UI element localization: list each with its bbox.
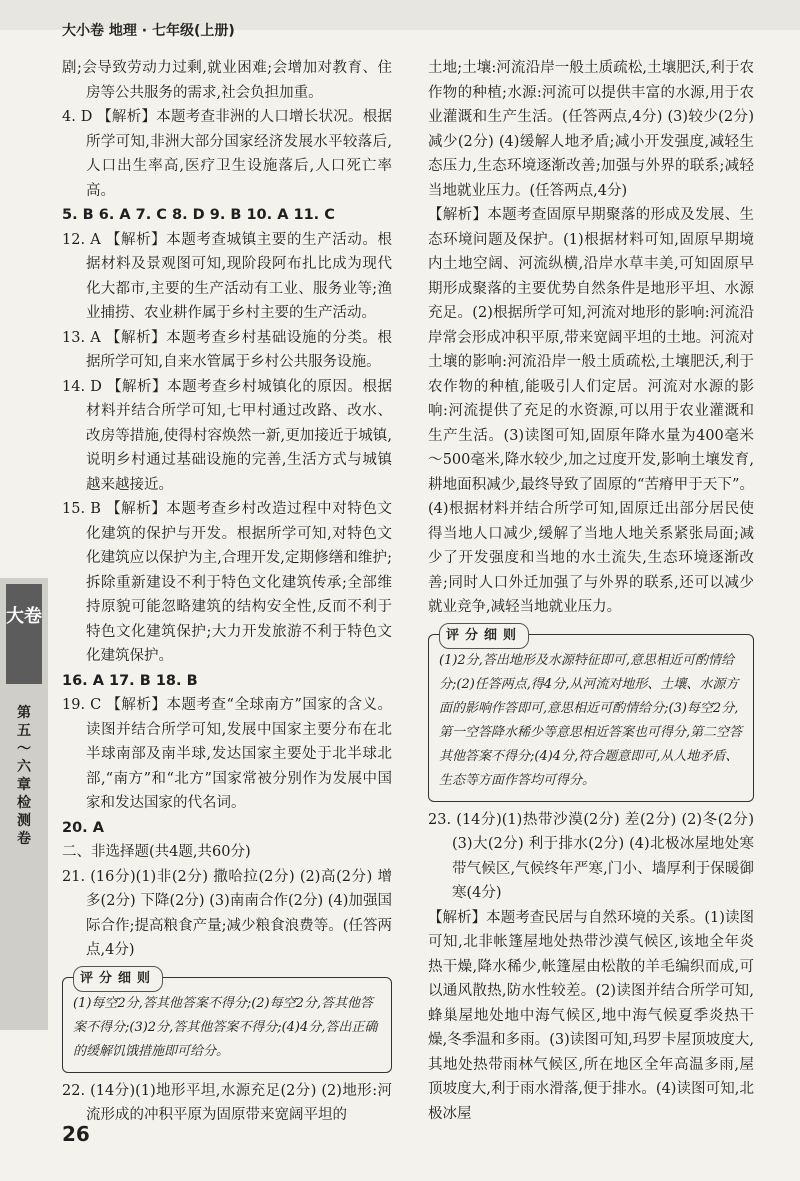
section-heading: 二、非选择题(共4题,共60分) [62,844,251,860]
scoring-rules-box [62,970,392,1073]
answer-paragraph: 12. A 【解析】本题考查城镇主要的生产活动。根据材料及景观图可知,现阶段阿布扎比成为现代化大都市,主要的生产活动有工业、服务业等;渔业捕捞、农业耕作属于乡村主要的生产活动。 [62,231,392,321]
right-column [428,56,754,1126]
answer-paragraph: 土地;土壤:河流沿岸一般土质疏松,土壤肥沃,利于农作物的种植;水源:河流可以提供丰富的水源,用于农业灌溉和生产生活。(任答两点,4分) (3)较少(2分) 减少(2分) (4)缓解人地矛盾;减小开发强度,减轻生态压力,生态环境逐渐改善;加强与外界的联系;减轻当地就业压力。(任答两点,4分) [428,60,754,199]
scoring-rules-tag: 评分细则 [439,623,529,649]
answer-paragraph: 23. (14分)(1)热带沙漠(2分) 差(2分) (2)冬(2分) (3)大(2分) 利于排水(2分) (4)北极冰屋地处寒带气候区,气候终年严寒,门小、墙厚利于保暖御寒(4分) [428,811,754,901]
answer-paragraph: 15. B 【解析】本题考查乡村改造过程中对特色文化建筑的保护与开发。根据所学可知,对特色文化建筑应以保护为主,合理开发,定期修缮和维护;拆除重新建设不利于特色文化建筑传承;全部维持原貌可能忽略建筑的结构安全性,反而不利于特色文化建筑保护;大力开发旅游不利于特色文化建筑保护。 [62,501,392,664]
answer-paragraph: 19. C 【解析】本题考查“全球南方”国家的含义。读图并结合所学可知,发展中国家主要分布在北半球南部及南半球,发达国家主要处于北半球北部,“南方”和“北方”国家常被分别作为发展中国家和发达国家的代名词。 [62,697,392,811]
answer-paragraph: 22. (14分)(1)地形平坦,水源充足(2分) (2)地形:河流形成的冲积平原为固原带来宽阔平坦的 [62,1082,392,1123]
answer-paragraph: 14. D 【解析】本题考查乡村城镇化的原因。根据材料并结合所学可知,七甲村通过改路、改水、改房等措施,使得村容焕然一新,更加接近于城镇,说明乡村通过基础设施的完善,生活方式与城镇越来越接近。 [62,378,392,493]
running-header: 大小卷 地理 · 七年级(上册) [62,23,235,39]
answer-paragraph: 5. B 6. A 7. C 8. D 9. B 10. A 11. C [62,207,335,223]
side-chapter-label: 第五～六章检测卷 [17,705,31,847]
side-tab: 大卷 [6,584,42,684]
answer-paragraph: 剧;会导致劳动力过剩,就业困难;会增加对教育、住房等公共服务的需求,社会负担加重。 [62,60,392,101]
scoring-rules-tag: 评分细则 [73,966,163,992]
page-number: 26 [62,1122,90,1146]
answer-paragraph: 21. (16分)(1)非(2分) 撒哈拉(2分) (2)高(2分) 增多(2分) 下降(2分) (3)南南合作(2分) (4)加强国际合作;提高粮食产量;减少粮食浪费等。(任答两点,4分) [62,868,392,958]
analysis-paragraph: 【解析】本题考查民居与自然环境的关系。(1)读图可知,北非帐篷屋地处热带沙漠气候区,该地全年炎热干燥,降水稀少,帐篷屋由松散的羊毛编织而成,可以通风散热,防水性较差。(2)读图并结合所学可知,蜂巢屋地处地中海气候区,地中海气候夏季炎热干燥,冬季温和多雨。(3)读图可知,玛罗卡屋顶坡度大,其地处热带雨林气候区,所在地区全年高温多雨,屋顶坡度大,利于雨水滑落,便于排水。(4)读图可知,北极冰屋 [428,909,754,1122]
answer-paragraph: 16. A 17. B 18. B [62,672,198,689]
scoring-rules-text: (1)2分,答出地形及水源特征即可,意思相近可酌情给分;(2)任答两点,得4分,从河流对地形、土壤、水源方面的影响作答即可,意思相近可酌情给分;(3)每空2分,第一空答降水稀少等意思相近答案也可得分,第二空答其他答案不得分;(4)4分,符合题意即可,从人地矛盾、生态等方面作答均可得分。 [439,652,743,788]
answer-paragraph: 4. D 【解析】本题考查非洲的人口增长状况。根据所学可知,非洲大部分国家经济发展水平较落后,人口出生率高,医疗卫生设施落后,人口死亡率高。 [62,109,392,199]
answer-paragraph: 13. A 【解析】本题考查乡村基础设施的分类。根据所学可知,自来水管属于乡村公共服务设施。 [62,329,392,370]
answer-paragraph: 20. A [62,819,104,836]
left-column [62,56,392,1128]
scoring-rules-text: (1)每空2分,答其他答案不得分;(2)每空2分,答其他答案不得分;(3)2分,答其他答案不得分;(4)4分,答出正确的缓解饥饿措施即可给分。 [73,995,378,1059]
scoring-rules-box [428,627,754,802]
analysis-paragraph: 【解析】本题考查固原早期聚落的形成及发展、生态环境问题及保护。(1)根据材料可知,固原早期境内土地空阔、河流纵横,沿岸水草丰美,可知固原早期形成聚落的主要优势自然条件是地形平坦、水源充足。(2)根据所学可知,河流对地形的影响:河流沿岸常会形成冲积平原,带来宽阔平坦的土地。河流对土壤的影响:河流沿岸一般土质疏松,土壤肥沃,利于农作物的种植,能吸引人们定居。河流对水源的影响:河流提供了充足的水资源,可以用于农业灌溉和生产生活。(3)读图可知,固原年降水量为400毫米～500毫米,降水较少,加之过度开发,影响土壤发育,耕地面积减少,最终导致了固原的“苦瘠甲于天下”。(4)根据材料并结合所学可知,固原迁出部分居民使得当地人口减少,缓解了当地人地关系紧张局面;减少了开发强度和当地的水土流失,生态环境逐渐改善;同时人口外迁加强了与外界的联系,还可以减少就业竞争,减轻当地就业压力。 [428,207,754,615]
